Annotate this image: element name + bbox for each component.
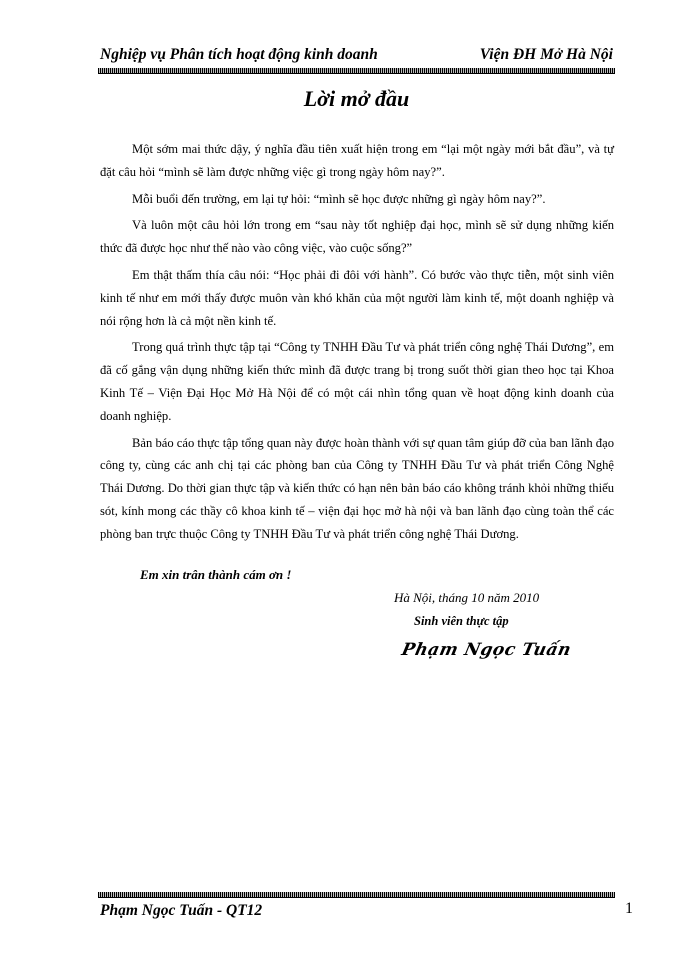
document-body xyxy=(100,138,614,550)
footer-author: Phạm Ngọc Tuấn - QT12 xyxy=(100,902,263,919)
paragraph: Trong quá trình thực tập tại “Công ty TNHH Đầu Tư và phát triển công nghệ Thái Dương”, em đã cố gắng vận dụng những kiến thức mình đã được trang bị trong suốt thời gian theo học tại Khoa Kinh Tế – Viện Đại Học Mở Hà Nội để có một cái nhìn tổng quan về hoạt động kinh doanh của doanh nghiệp. xyxy=(100,340,614,423)
signature: Phạm Ngọc Tuấn xyxy=(399,640,574,660)
paragraph: Mỗi buổi đến trường, em lại tự hỏi: “mình sẽ học được những gì ngày hôm nay?”. xyxy=(132,191,546,206)
page-number: 1 xyxy=(625,900,633,917)
paragraph: Em thật thấm thía câu nói: “Học phải đi đôi với hành”. Có bước vào thực tiễn, một sinh viên kinh tế như em mới thấy được muôn vàn khó khăn của một người làm kinh tế, một doanh nghiệp và nói rộng hơn là cả một nền kinh tế. xyxy=(100,267,614,328)
header-institution: Viện ĐH Mở Hà Nội xyxy=(479,46,613,63)
paragraph: Một sớm mai thức dậy, ý nghĩa đầu tiên xuất hiện trong em “lại một ngày mới bắt đầu”, và tự đặt câu hỏi “mình sẽ làm được những việc gì trong ngày hôm nay?”. xyxy=(100,142,614,179)
header-course-title: Nghiệp vụ Phân tích hoạt động kinh doanh xyxy=(100,46,378,63)
header-divider-line xyxy=(98,73,615,74)
paragraph: Bản báo cáo thực tập tổng quan này được hoàn thành với sự quan tâm giúp đỡ của ban lãnh đạo công ty, cùng các anh chị tại các phòng ban của Công ty TNHH Đầu Tư và phát triển Công Nghệ Thái Dương. Do thời gian thực tập và kiến thức có hạn nên bản báo cáo không tránh khỏi những thiếu sót, kính mong các thầy cô khoa kinh tế – viện đại học mở hà nội và ban lãnh đạo cùng toàn thể các phòng ban trực thuộc Công ty TNHH Đầu Tư và phát triển công nghệ Thái Dương. xyxy=(100,435,614,541)
thanks-line: Em xin trân thành cám ơn ! xyxy=(140,567,292,582)
page-title: Lời mở đầu xyxy=(303,86,410,111)
footer-divider-line xyxy=(98,897,615,898)
paragraph: Và luôn một câu hỏi lớn trong em “sau này tốt nghiệp đại học, mình sẽ sử dụng những kiến thức đã được học như thế nào vào công việc, vào cuộc sống?” xyxy=(100,218,614,256)
page-header xyxy=(100,46,613,68)
date-place: Hà Nội, tháng 10 năm 2010 xyxy=(394,590,540,605)
signer-role: Sinh viên thực tập xyxy=(414,614,509,628)
